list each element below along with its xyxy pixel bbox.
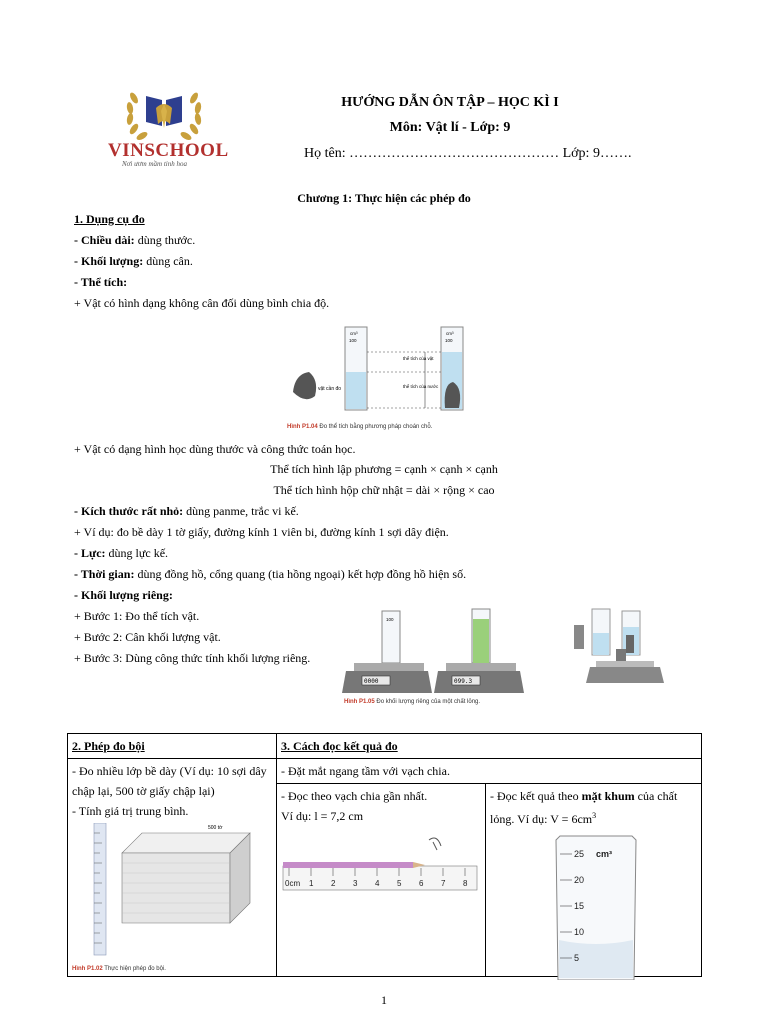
volume-label: - Thể tích: [74,275,128,289]
svg-text:100: 100 [445,338,453,343]
svg-text:4: 4 [375,879,380,888]
page-number: 1 [381,993,387,1007]
document-title: HƯỚNG DẪN ÔN TẬP – HỌC KÌ I [341,95,559,110]
multiple-measure-line1: - Đo nhiều lớp bề dày (Ví dụ: 10 sợi dây chập lại, 500 tờ giấy chập lại) [72,764,267,798]
formula-cube: Thể tích hình lập phương = cạnh × cạnh × cạnh [270,462,498,476]
small-size-example: + Ví dụ: đo bề dày 1 tờ giấy, đường kính 1 viên bi, đường kính 1 sợi dây điện. [74,525,449,539]
mass-line [74,254,193,269]
svg-text:25: 25 [574,849,585,859]
length-text: dùng thước. [134,233,196,247]
svg-text:cm³: cm³ [350,331,358,336]
force-line: - Lực: dùng lực kế. [74,546,169,560]
figure-p102 [72,823,270,973]
svg-text:15: 15 [574,901,585,911]
density-step2: + Bước 2: Cân khối lượng vật. [74,630,221,644]
meniscus-reading-text: - Đọc kết quả theo mặt khum của chất lỏng. Ví dụ: $V = 6cm^3$ [490,789,678,826]
figure-p102-caption: Hình P1.02 Thực hiện phép đo bội. [72,966,166,972]
logo-slogan: Nơi ươm mầm tinh hoa [122,160,187,168]
svg-text:100: 100 [386,617,394,622]
methods-table [67,733,702,977]
svg-text:cm³: cm³ [446,331,454,336]
length-line [74,233,195,248]
ruler-reading-cell [277,784,486,977]
pencil-ruler-illustration [279,834,479,904]
mass-label: - Khối lượng: [74,254,144,268]
figure-p105 [342,605,532,713]
svg-text:20: 20 [574,875,585,885]
document-subject: Môn: Vật lí - Lớp: 9 [389,120,511,135]
svg-text:8: 8 [463,879,468,888]
meniscus-reading-cell [486,784,702,977]
svg-text:100: 100 [349,338,357,343]
svg-text:5: 5 [574,953,580,963]
svg-text:cm³: cm³ [596,849,613,859]
svg-text:099.3: 099.3 [454,678,473,685]
col1-header: 2. Phép đo bội [68,734,277,759]
figure-p105-caption: Hình P1.05 Đo khối lượng riêng của một chất lỏng. [344,699,481,705]
formula-box: Thể tích hình hộp chữ nhật = dài × rộng × cao [273,483,495,497]
svg-text:1: 1 [309,879,314,888]
displacement-cylinders-illustration [285,322,485,422]
density-step1: + Bước 1: Đo thể tích vật. [74,609,200,623]
student-name-line: Họ tên: ……………………………………… Lớp: 9……. [304,146,632,161]
svg-text:0cm: 0cm [285,879,301,888]
school-logo [104,78,229,168]
svg-text:5: 5 [397,879,402,888]
reading-rule-cell: - Đặt mắt ngang tầm với vạch chia. [277,759,702,784]
chapter-title: Chương 1: Thực hiện các phép đo [297,191,471,205]
multiple-measure-line2: - Tính giá trị trung bình. [72,804,189,818]
col2-header: 3. Cách đọc kết quả đo [277,734,702,759]
svg-text:0000: 0000 [364,678,379,685]
density-step3: + Bước 3: Dùng công thức tính khối lượng riêng. [74,651,311,665]
time-line: - Thời gian: dùng đồng hồ, cổng quang (tia hồng ngoại) kết hợp đồng hồ hiện số. [74,567,467,581]
svg-text:thể tích của vật: thể tích của vật [403,356,434,361]
density-scales-illustration [342,605,532,697]
graduated-cylinder-illustration [546,830,656,980]
eye-icon [429,838,441,850]
small-size-line: - Kích thước rất nhỏ: dùng panme, trắc vi kế. [74,504,299,518]
svg-text:thể tích của nước: thể tích của nước [403,384,439,389]
ruler-reading-line1: - Đọc theo vạch chia gần nhất. [281,789,428,803]
svg-text:7: 7 [441,879,446,888]
density-small-illustration [570,605,670,687]
multiple-measure-cell [68,759,277,977]
stone-object [293,372,316,399]
figure-p104-caption: Hình P1.04 Đo thể tích bằng phương pháp choán chỗ. [287,424,433,430]
mass-text: dùng cân. [143,254,193,268]
density-label: - Khối lượng riêng: [74,588,173,602]
figure-p104 [285,322,485,434]
length-label: - Chiều dài: [74,233,135,247]
paper-stack-ruler-illustration [90,823,270,958]
svg-text:500 tờ: 500 tờ [208,825,223,831]
volume-regular: + Vật có dạng hình học dùng thước và công thức toán học. [74,442,356,456]
svg-text:2: 2 [331,879,336,888]
volume-irregular: + Vật có hình dạng không cân đối dùng bình chia độ. [74,296,330,310]
ruler-reading-line2: Ví dụ: l = 7,2 cm [281,809,364,823]
svg-text:10: 10 [574,927,585,937]
section1-heading: 1. Dụng cụ đo [74,212,145,226]
logo-brand: VINSCHOOL [108,140,229,161]
figure-density-small [570,605,670,687]
label-object: vật cần đo [318,386,342,392]
svg-text:3: 3 [353,879,358,888]
svg-text:6: 6 [419,879,424,888]
